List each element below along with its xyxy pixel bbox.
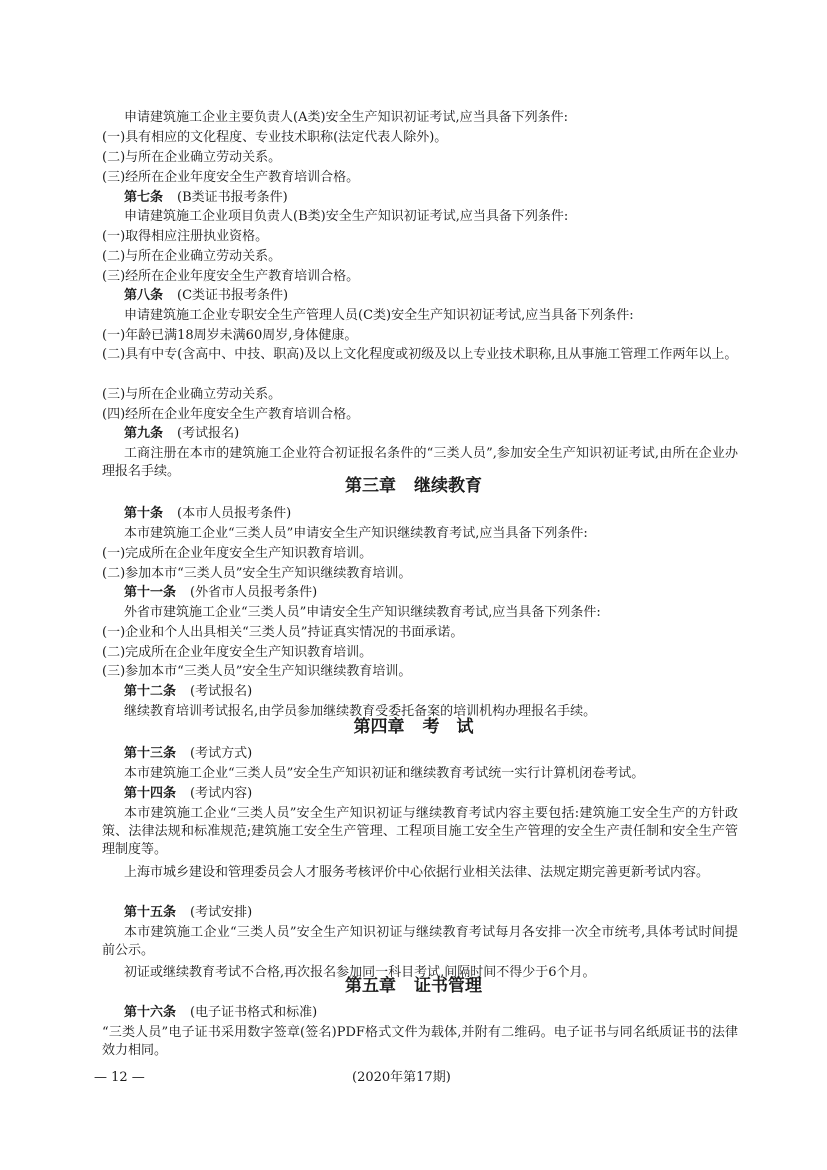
paragraph: 申请建筑施工企业项目负责人(B类)安全生产知识初证考试,应当具备下列条件: bbox=[124, 209, 569, 224]
paragraph: 申请建筑施工企业专职安全生产管理人员(C类)安全生产知识初证考试,应当具备下列条件: bbox=[124, 308, 634, 323]
article-title: (本市人员报考条件) bbox=[177, 506, 292, 521]
article-heading bbox=[124, 584, 317, 602]
chapter-title: 考 试 bbox=[422, 717, 474, 737]
paragraph: “三类人员”电子证书采用数字签章(签名)PDF格式文件为载体,并附有二维码。电子证书与同名纸质证书的法律效力相同。 bbox=[102, 1025, 738, 1058]
article-title: (考试方式) bbox=[190, 746, 253, 761]
article-heading bbox=[124, 745, 252, 763]
chapter-number: 第三章 bbox=[345, 476, 396, 496]
article-number: 第九条 bbox=[124, 426, 164, 441]
article-number: 第八条 bbox=[124, 288, 164, 303]
paragraph: (四)经所在企业年度安全生产教育培训合格。 bbox=[102, 407, 360, 422]
article-title: (C类证书报考条件) bbox=[177, 288, 289, 303]
paragraph: (二)参加本市“三类人员”安全生产知识继续教育培训。 bbox=[102, 566, 412, 581]
article-heading bbox=[124, 1004, 317, 1022]
chapter-number: 第五章 bbox=[345, 976, 396, 996]
paragraph: 工商注册在本市的建筑施工企业符合初证报名条件的“三类人员”,参加安全生产知识初证考试,由所在企业办理报名手续。 bbox=[102, 446, 738, 479]
paragraph: (三)与所在企业确立劳动关系。 bbox=[102, 387, 282, 402]
article-number: 第十条 bbox=[124, 506, 164, 521]
paragraph: 外省市建筑施工企业“三类人员”申请安全生产知识继续教育考试,应当具备下列条件: bbox=[124, 605, 601, 620]
article-heading bbox=[124, 425, 239, 443]
issue-label: (2020年第17期) bbox=[352, 1070, 451, 1085]
article-heading bbox=[124, 904, 252, 922]
article-title: (考试内容) bbox=[190, 786, 253, 801]
chapter-number: 第四章 bbox=[353, 717, 405, 737]
article-title: (考试安排) bbox=[190, 905, 253, 920]
chapter-title: 继续教育 bbox=[414, 476, 482, 496]
paragraph: 本市建筑施工企业“三类人员”安全生产知识初证与继续教育考试每月各安排一次全市统考,具体考试时间提前公示。 bbox=[102, 925, 738, 958]
paragraph: 本市建筑施工企业“三类人员”安全生产知识初证与继续教育考试内容主要包括:建筑施工安全生产的方针政策、法律法规和标准规范;建筑施工安全生产管理、工程项目施工安全生产管理的安全生产责任制和安全生产管理制度等。 bbox=[102, 806, 738, 857]
article-number: 第十五条 bbox=[124, 905, 177, 920]
paragraph: (二)与所在企业确立劳动关系。 bbox=[102, 249, 282, 264]
article-heading bbox=[124, 505, 291, 523]
article-title: (考试报名) bbox=[177, 426, 240, 441]
article-heading bbox=[124, 785, 252, 803]
article-heading bbox=[124, 189, 288, 207]
article-number: 第十二条 bbox=[124, 684, 177, 699]
chapter-heading bbox=[0, 475, 827, 497]
paragraph: (二)具有中专(含高中、中技、职高)及以上文化程度或初级及以上专业技术职称,且从事施工管理工作两年以上。 bbox=[102, 347, 738, 362]
chapter-title: 证书管理 bbox=[414, 976, 482, 996]
paragraph: (一)具有相应的文化程度、专业技术职称(法定代表人除外)。 bbox=[102, 130, 448, 145]
paragraph: (一)取得相应注册执业资格。 bbox=[102, 229, 269, 244]
paragraph: 继续教育培训考试报名,由学员参加继续教育受委托备案的培训机构办理报名手续。 bbox=[124, 704, 597, 719]
paragraph: (一)完成所在企业年度安全生产知识教育培训。 bbox=[102, 546, 373, 561]
paragraph: (三)参加本市“三类人员”安全生产知识继续教育培训。 bbox=[102, 664, 412, 679]
article-number: 第十六条 bbox=[124, 1005, 177, 1020]
article-title: (外省市人员报考条件) bbox=[190, 585, 318, 600]
paragraph: (三)经所在企业年度安全生产教育培训合格。 bbox=[102, 269, 360, 284]
paragraph: (二)与所在企业确立劳动关系。 bbox=[102, 150, 282, 165]
article-number: 第七条 bbox=[124, 190, 164, 205]
paragraph: 本市建筑施工企业“三类人员”申请安全生产知识继续教育考试,应当具备下列条件: bbox=[124, 526, 588, 541]
paragraph: (三)经所在企业年度安全生产教育培训合格。 bbox=[102, 170, 360, 185]
article-number: 第十三条 bbox=[124, 746, 177, 761]
paragraph: 上海市城乡建设和管理委员会人才服务考核评价中心依据行业相关法律、法规定期完善更新考试内容。 bbox=[124, 865, 710, 880]
paragraph: (一)企业和个人出具相关“三类人员”持证真实情况的书面承诺。 bbox=[102, 625, 464, 640]
page-number: — 12 — bbox=[94, 1070, 145, 1085]
article-number: 第十四条 bbox=[124, 786, 177, 801]
article-title: (考试报名) bbox=[190, 684, 253, 699]
article-number: 第十一条 bbox=[124, 585, 177, 600]
paragraph: 申请建筑施工企业主要负责人(A类)安全生产知识初证考试,应当具备下列条件: bbox=[124, 110, 569, 125]
article-heading bbox=[124, 683, 252, 701]
paragraph: 本市建筑施工企业“三类人员”安全生产知识初证和继续教育考试统一实行计算机闭卷考试。 bbox=[124, 766, 645, 781]
paragraph: 初证或继续教育考试不合格,再次报名参加同一科目考试,间隔时间不得少于6个月。 bbox=[124, 965, 596, 980]
paragraph: (二)完成所在企业年度安全生产知识教育培训。 bbox=[102, 645, 373, 660]
article-heading bbox=[124, 287, 288, 305]
article-title: (电子证书格式和标准) bbox=[190, 1005, 318, 1020]
chapter-heading bbox=[0, 975, 827, 997]
chapter-heading bbox=[0, 716, 827, 738]
article-title: (B类证书报考条件) bbox=[177, 190, 288, 205]
paragraph: (一)年龄已满18周岁未满60周岁,身体健康。 bbox=[102, 328, 358, 343]
